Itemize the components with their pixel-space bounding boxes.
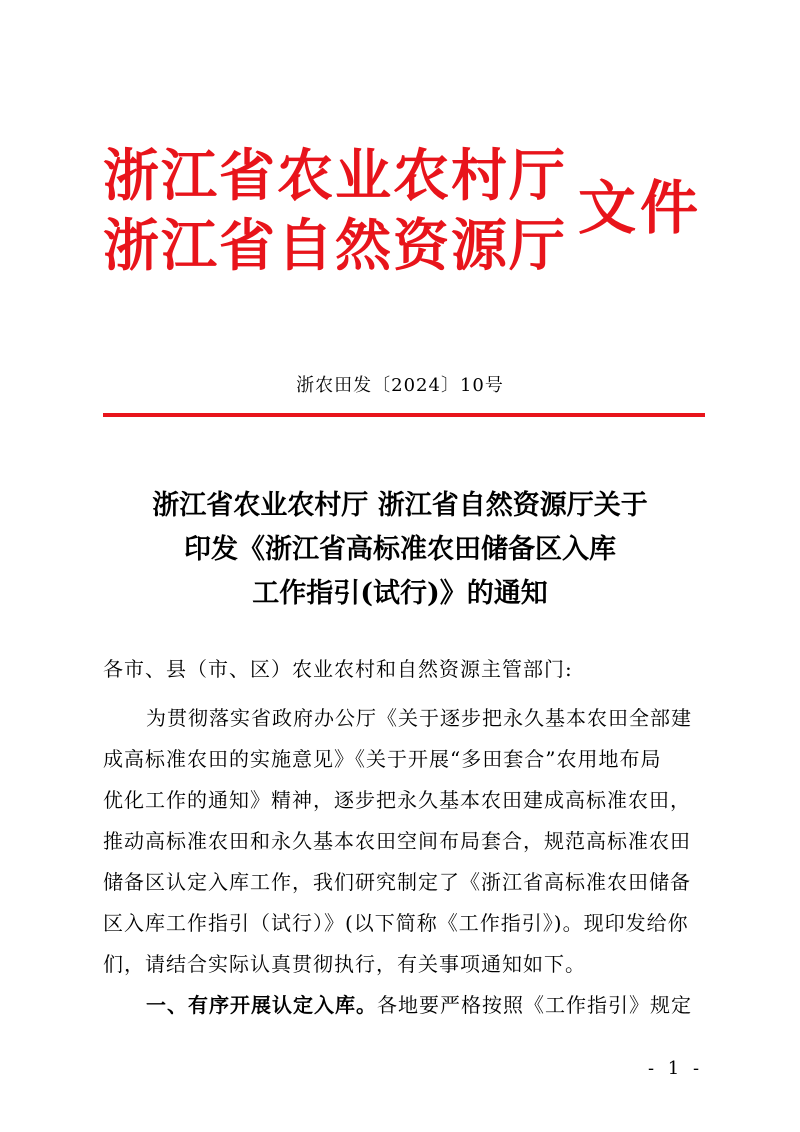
page-number: - 1 - — [648, 1058, 704, 1079]
body-line: 们，请结合实际认真贯彻执行，有关事项通知如下。 — [103, 952, 586, 976]
section-1-paragraph — [146, 987, 746, 1023]
red-divider-line — [103, 413, 705, 417]
document-title-line-1: 浙江省农业农村厅 浙江省自然资源厅关于 — [152, 490, 648, 521]
document-title-line-3: 工作指引(试行)》的通知 — [252, 578, 548, 609]
section-1-heading: 一、有序开展认定入库。 — [146, 993, 377, 1017]
body-line: 为贯彻落实省政府办公厅《关于逐步把永久基本农田全部建 — [146, 706, 692, 730]
section-1-text: 各地要严格按照《工作指引》规定 — [377, 993, 692, 1017]
body-line: 优化工作的通知》精神，逐步把永久基本农田建成高标准农田， — [103, 788, 691, 812]
document-number: 浙农田发〔2024〕10号 — [296, 375, 504, 396]
issuing-org-agriculture: 浙江省农业农村厅 — [103, 143, 567, 209]
body-line: 区入库工作指引（试行）》(以下简称《工作指引》)。现印发给你 — [103, 911, 689, 935]
document-title-line-2: 印发《浙江省高标准农田储备区入库 — [184, 534, 616, 565]
document-type-label: 文件 — [578, 174, 703, 242]
issuing-org-natural-resources: 浙江省自然资源厅 — [103, 213, 567, 279]
body-line: 推动高标准农田和永久基本农田空间布局套合，规范高标准农田 — [103, 829, 691, 853]
salutation: 各市、县（市、区）农业农村和自然资源主管部门: — [103, 657, 573, 681]
body-line: 储备区认定入库工作，我们研究制定了《浙江省高标准农田储备 — [103, 870, 691, 894]
body-line: 成高标准农田的实施意见》《关于开展“多田套合”农用地布局 — [103, 747, 662, 771]
